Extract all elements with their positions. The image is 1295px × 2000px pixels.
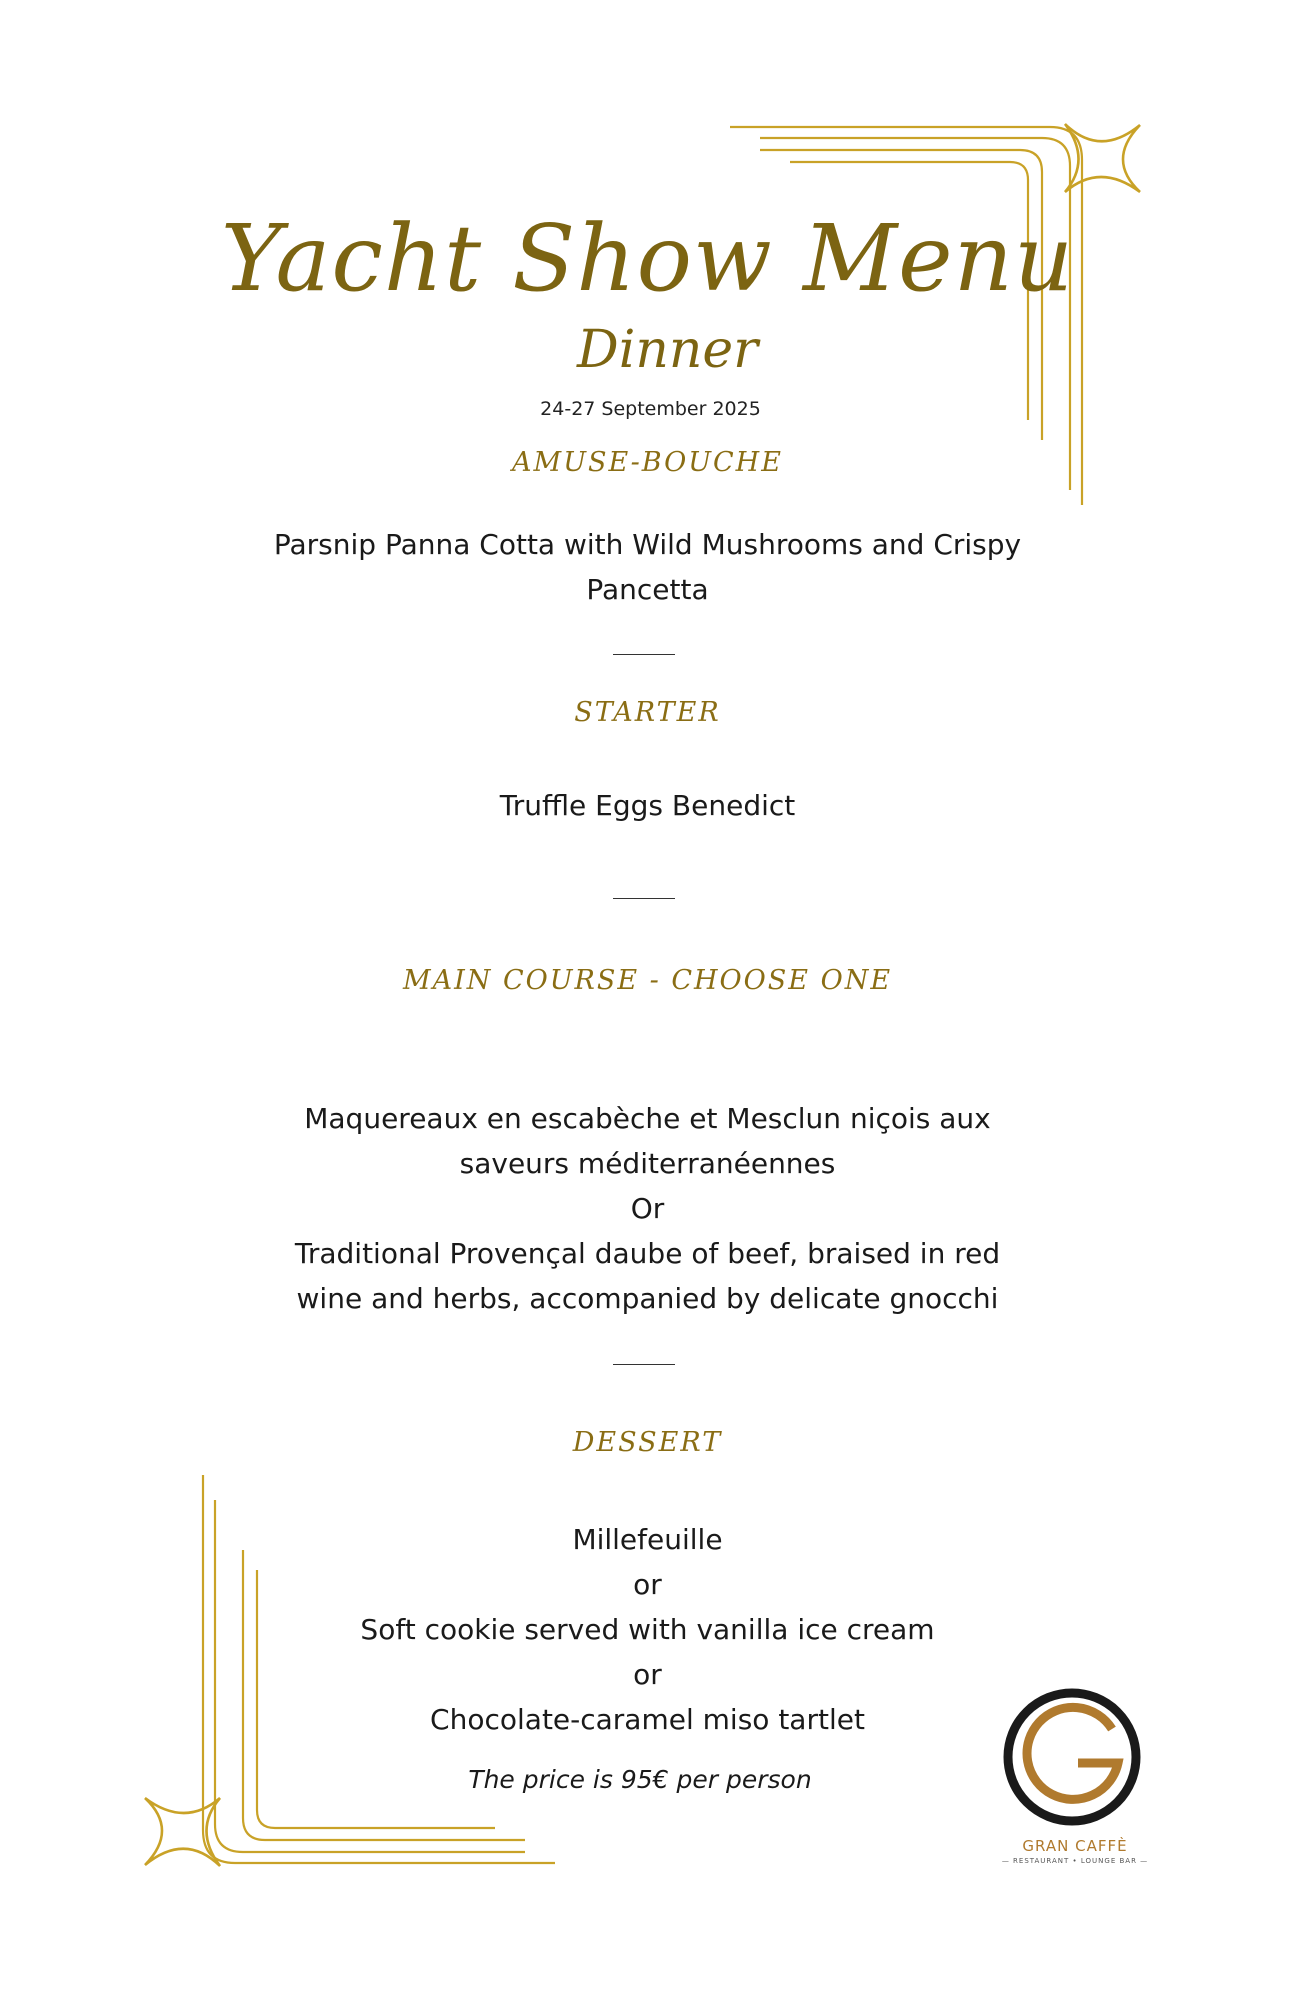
price-note: The price is 95€ per person	[468, 1765, 812, 1794]
dish-line: Chocolate-caramel miso tartlet	[430, 1703, 865, 1736]
dish-line: wine and herbs, accompanied by delicate gnocchi	[296, 1282, 999, 1315]
section-heading-amuse-bouche: AMUSE-BOUCHE	[512, 447, 783, 478]
dish-line: Truffle Eggs Benedict	[499, 789, 796, 822]
dish-line: Soft cookie served with vanilla ice cream	[360, 1613, 935, 1646]
section-divider	[613, 1364, 675, 1365]
dish-line: Pancetta	[586, 573, 709, 606]
main-course-dishes	[0, 1096, 1295, 1321]
section-heading-dessert: DESSERT	[572, 1427, 723, 1458]
logo-letter-g	[1027, 1707, 1118, 1799]
choice-separator: Or	[630, 1192, 665, 1225]
menu-title: Yacht Show Menu	[220, 205, 1075, 312]
dish-line: Traditional Provençal daube of beef, braised in red	[294, 1237, 1001, 1270]
logo-name: GRAN CAFFÈ	[1022, 1837, 1128, 1855]
starter-dish	[0, 783, 1295, 828]
dish-line: Parsnip Panna Cotta with Wild Mushrooms and Crispy	[273, 528, 1022, 561]
dish-line: saveurs méditerranéennes	[459, 1147, 836, 1180]
section-heading-starter: STARTER	[574, 697, 721, 728]
event-dates: 24-27 September 2025	[540, 398, 761, 420]
dish-line: Maquereaux en escabèche et Mesclun niçois aux	[304, 1102, 991, 1135]
dish-line: Millefeuille	[572, 1523, 723, 1556]
section-divider	[613, 654, 675, 655]
amuse-bouche-dish	[0, 522, 1295, 612]
section-heading-main-course: MAIN COURSE - CHOOSE ONE	[402, 965, 893, 996]
choice-separator: or	[633, 1658, 662, 1691]
gran-caffe-logo	[1000, 1685, 1145, 1860]
choice-separator: or	[633, 1568, 662, 1601]
logo-tagline: — RESTAURANT • LOUNGE BAR —	[1001, 1857, 1149, 1865]
menu-subtitle: Dinner	[577, 320, 758, 380]
section-divider	[613, 898, 675, 899]
